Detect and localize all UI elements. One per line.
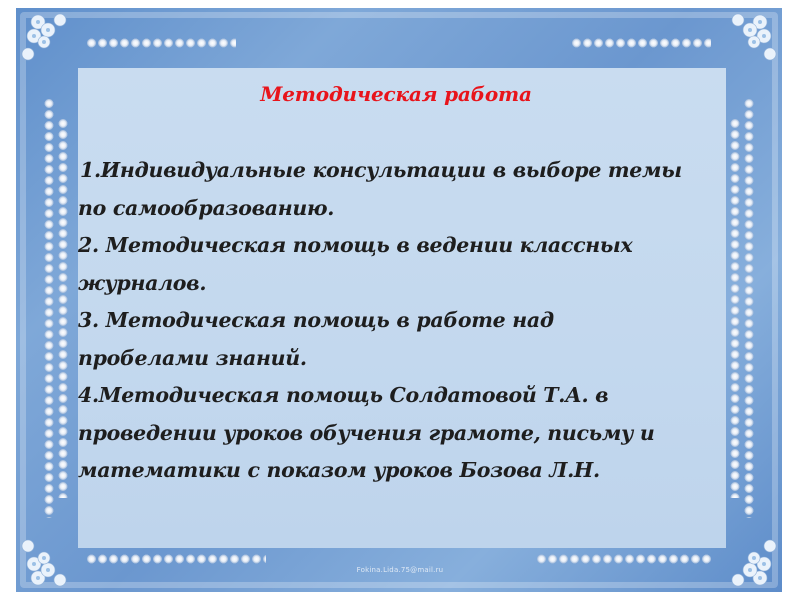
body-line: по самообразованию.: [78, 195, 335, 220]
flower-cluster-icon: [16, 8, 80, 72]
body-line: проведении уроков обучения грамоте, письму и: [78, 420, 655, 445]
body-line: математики с показом уроков Бозова Л.Н.: [78, 458, 600, 482]
body-line: журналов.: [78, 270, 207, 295]
body-line: 3. Методическая помощь в работе над: [78, 308, 554, 332]
flower-cluster-icon: [718, 528, 782, 592]
pearl-border-top-left: [86, 38, 236, 48]
flower-cluster-icon: [16, 528, 80, 592]
pearl-border-bottom-left: [86, 554, 266, 564]
body-line: 2. Методическая помощь в ведении классных: [78, 233, 633, 257]
slide-title: Методическая работа: [260, 82, 532, 106]
flower-cluster-icon: [718, 8, 782, 72]
pearl-border-top-right: [571, 38, 711, 48]
footer-email: Fokina.Lida.75@mail.ru: [356, 566, 444, 574]
body-line: 1.Индивидуальные консультации в выборе темы: [80, 158, 682, 182]
body-line: 4.Методическая помощь Солдатовой Т.А. в: [78, 383, 609, 407]
pearl-border-left-1: [44, 98, 54, 518]
pearl-border-bottom-right: [536, 554, 711, 564]
slide-body: [66, 152, 746, 490]
body-line: пробелами знаний.: [78, 345, 307, 370]
